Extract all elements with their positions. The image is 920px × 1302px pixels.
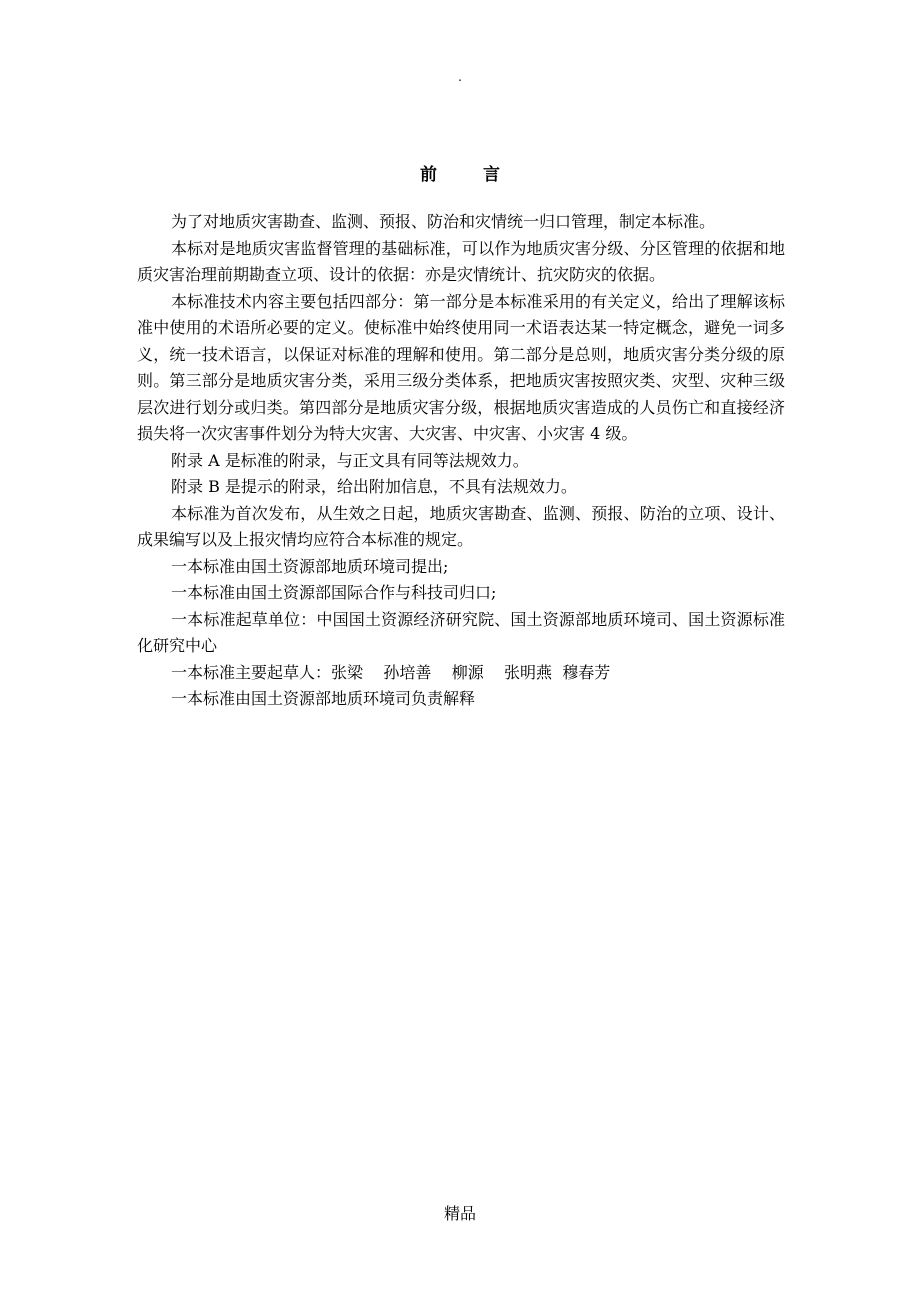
paragraph-interpretation: 一本标准由国土资源部地质环境司负责解释 <box>171 689 476 708</box>
page-title: 前 言 <box>420 165 520 185</box>
paragraph-managed-by: 一本标准由国土资源部国际合作与科技司归口; <box>171 583 497 602</box>
page-footer: 精品 <box>443 1204 476 1223</box>
paragraph-purpose: 为了对地质灾害勘查、监测、预报、防治和灾情统一归口管理，制定本标准。 <box>171 212 716 231</box>
document-body <box>137 209 785 713</box>
header-mark: . <box>458 70 462 84</box>
paragraph-appendix-b: 附录 B 是提示的附录，给出附加信息，不具有法规效力。 <box>171 477 577 496</box>
paragraph-technical-content: 本标准技术内容主要包括四部分：第一部分是本标准采用的有关定义，给出了理解该标准中使用的术语所必要的定义。使标准中始终使用同一术语表达某一特定概念，避免一词多义，统一技术语言，以保证对标准的理解和使用。第二部分是总则，地质灾害分类分级的原则。第三部分是地质灾害分类，采用三级分类体系，把地质灾害按照灾类、灾型、灾种三级层次进行划分或归类。第四部分是地质灾害分级，根据地质灾害造成的人员伤亡和直接经济损失将一次灾害事件划分为特大灾害、大灾害、中灾害、小灾害 4 级。 <box>137 291 785 443</box>
paragraph-drafters: 一本标准主要起草人：张梁 孙培善 柳源 张明燕 穆春芳 <box>171 662 611 682</box>
paragraph-first-release: 本标准为首次发布，从生效之日起，地质灾害勘查、监测、预报、防治的立项、设计、成果编写以及上报灾情均应符合本标准的规定。 <box>137 503 785 549</box>
paragraph-drafting-units: 一本标准起草单位：中国国土资源经济研究院、国土资源部地质环境司、国土资源标准化研究中心 <box>137 609 785 655</box>
paragraph-appendix-a: 附录 A 是标准的附录，与正文具有同等法规效力。 <box>171 450 529 470</box>
paragraph-scope: 本标对是地质灾害监督管理的基础标准，可以作为地质灾害分级、分区管理的依据和地质灾害治理前期勘查立项、设计的依据：亦是灾情统计、抗灾防灾的依据。 <box>137 238 785 284</box>
paragraph-proposed-by: 一本标准由国土资源部地质环境司提出; <box>171 556 449 576</box>
